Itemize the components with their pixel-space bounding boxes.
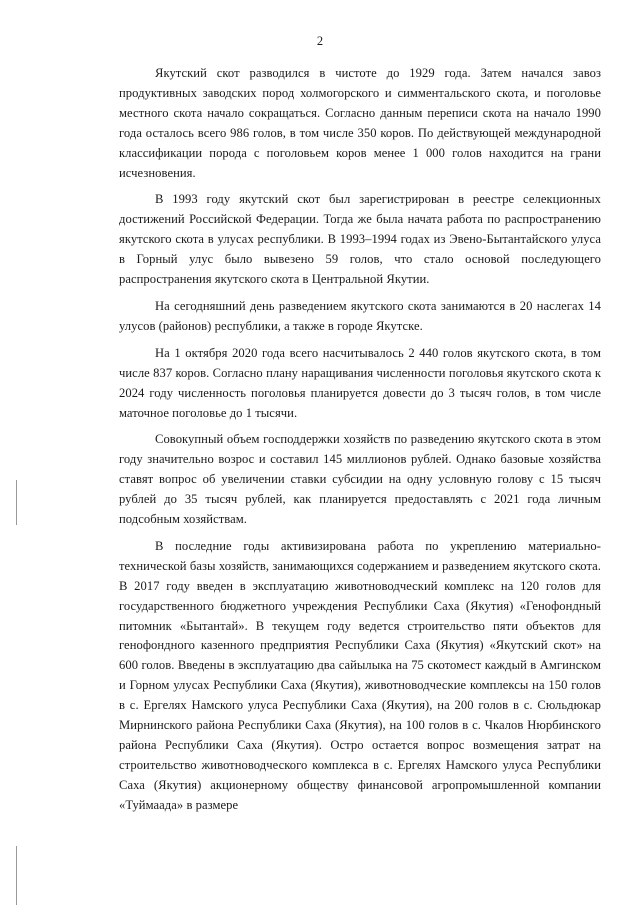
paragraph-4: На 1 октября 2020 года всего насчитывалось 2 440 голов якутского скота, в том числе 837 коров. Согласно плану наращивания численности поголовья якутского скота к 2024 году численность поголовья планируется довести до 3 тысяч голов, в том числе маточное поголовье до 1 тысячи.: [119, 345, 601, 420]
paragraph-6: В последние годы активизирована работа по укреплению материально-технической базы хозяйств, занимающихся содержанием и разведением якутского скота. В 2017 году введен в эксплуатацию животноводческий комплекс на 120 голов для государственного бюджетного учреждения Республики Саха (Якутия) «Генофондный питомник «Бытантай». В текущем году ведется строительство пяти объектов для генофондного казенного предприятия Республики Саха (Якутия) «Якутский скот» на 600 голов. Введены в эксплуатацию два сайылыка на 75 скотомест каждый в Амгинском и Горном улусах Республики Саха (Якутия), животноводческие комплексы на 150 голов в с. Ергелях Намского улуса Республики Саха (Якутия), на 200 голов в с. Сюльдюкар Мирнинского района Республики Саха (Якутия), на 100 голов в с. Чкалов Нюрбинского района Республики Саха (Якутия). Остро остается вопрос возмещения затрат на строительство животноводческого комплекса в с. Ергелях Намского улуса Республики Саха (Якутия) акционерному обществу финансовой агропромышленной компании «Туймаада» в размере: [119, 538, 601, 812]
paragraph-1: Якутский скот разводился в чистоте до 1929 года. Затем начался завоз продуктивных заводских пород холмогорского и симментальского скота, и поголовье местного скота начало сокращаться. Согласно данным переписи скота на начало 1990 года осталось всего 986 голов, в том числе 350 коров. По действующей международной классификации порода с поголовьем коров менее 1 000 голов находится на грани исчезновения.: [119, 66, 601, 180]
scan-margin-mark: [16, 480, 17, 525]
page-number: 2: [316, 34, 324, 48]
scan-margin-mark-bottom: [16, 846, 17, 905]
document-body: [119, 64, 601, 823]
paragraph-2: В 1993 году якутский скот был зарегистрирован в реестре селекционных достижений Российской Федерации. Тогда же была начата работа по распространению якутского скота в улусах республики. В 1993–1994 годах из Эвено-Бытантайского улуса в Горный улус было вывезено 59 голов, что стало основой последующего распространения якутского скота в Центральной Якутии.: [119, 192, 601, 287]
paragraph-5: Совокупный объем господдержки хозяйств по разведению якутского скота в этом году значительно возрос и составил 145 миллионов рублей. Однако базовые хозяйства ставят вопрос об увеличении ставки субсидии на одну условную голову с 15 тысяч рублей до 35 тысяч рублей, как планируется предоставлять с 2021 года личным подсобным хозяйствам.: [119, 432, 601, 527]
paragraph-3: На сегодняшний день разведением якутского скота занимаются в 20 наслегах 14 улусов (районов) республики, а также в городе Якутске.: [119, 298, 601, 333]
